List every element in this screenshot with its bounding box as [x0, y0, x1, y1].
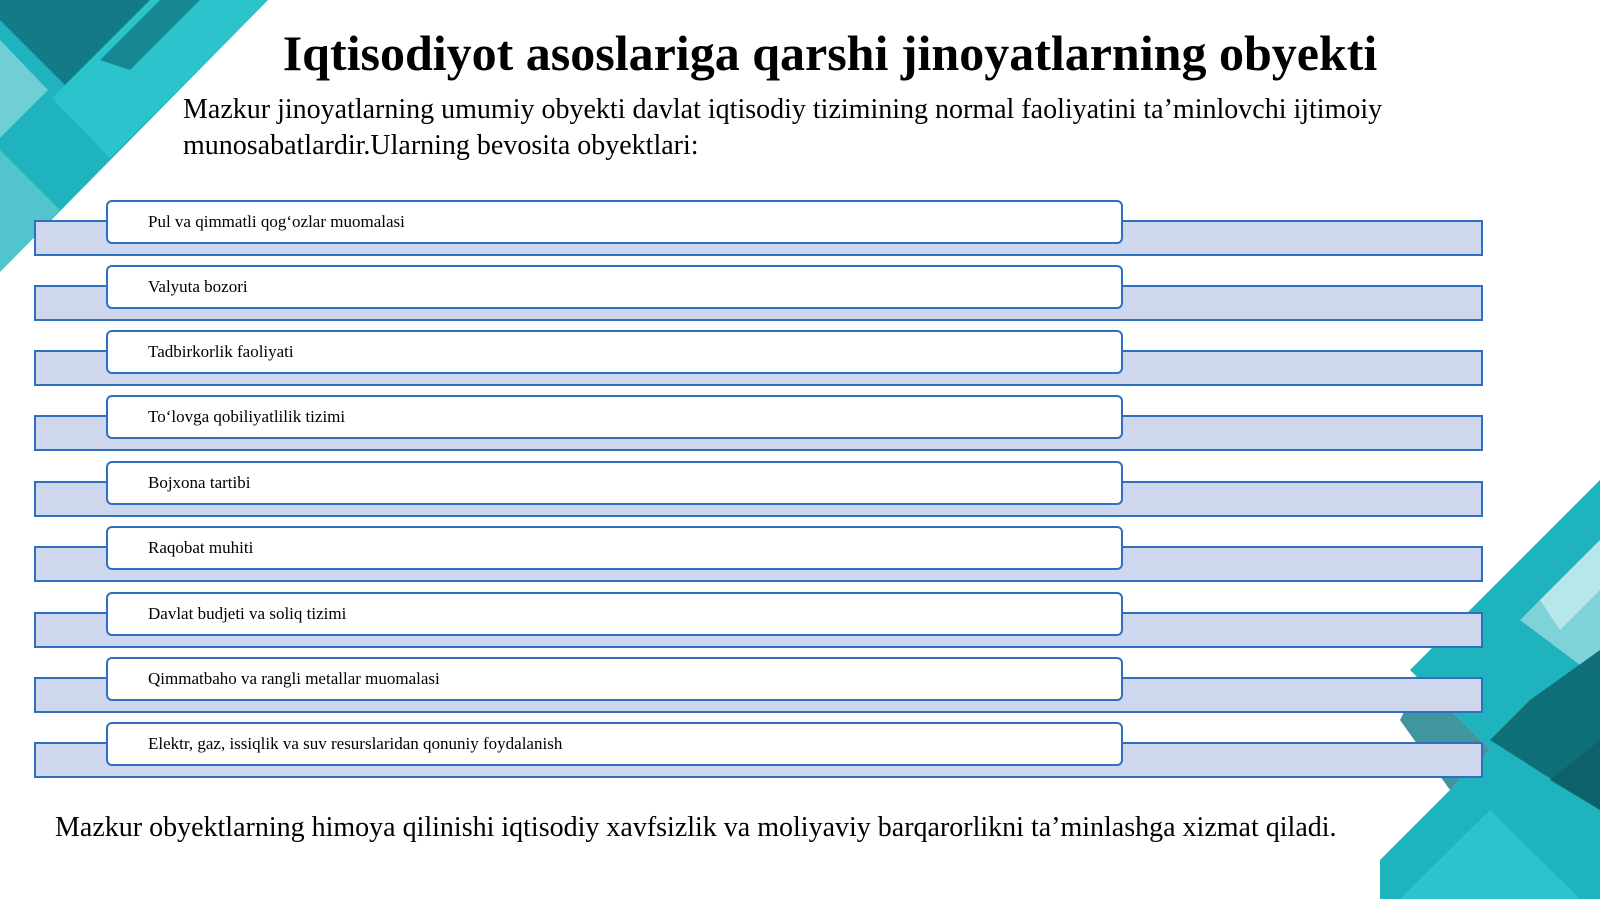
- list-item-card: [106, 265, 1123, 309]
- list-item: [0, 265, 1600, 337]
- list-item-card: [106, 526, 1123, 570]
- list-item-label: To‘lovga qobiliyatlilik tizimi: [148, 407, 346, 426]
- list-item-label: Pul va qimmatli qog‘ozlar muomalasi: [148, 212, 405, 231]
- list-item-card: [106, 722, 1123, 766]
- list-item-card: [106, 461, 1123, 505]
- list-item: [0, 592, 1600, 664]
- list-item: [0, 722, 1600, 794]
- list-item-card: [106, 592, 1123, 636]
- list-item: [0, 657, 1600, 729]
- list-item: [0, 461, 1600, 533]
- list-item-label: Qimmatbaho va rangli metallar muomalasi: [148, 669, 440, 688]
- list-item: [0, 330, 1600, 402]
- list-item-label: Davlat budjeti va soliq tizimi: [148, 604, 347, 623]
- list-item-label: Valyuta bozori: [148, 277, 248, 296]
- list-item: [0, 526, 1600, 598]
- list-item-card: [106, 657, 1123, 701]
- list-item-label: Tadbirkorlik faoliyati: [148, 342, 294, 361]
- list-item-label: Bojxona tartibi: [148, 473, 251, 492]
- list-item-card: [106, 330, 1123, 374]
- list-item-label: Elektr, gaz, issiqlik va suv resurslaridan qonuniy foydalanish: [148, 734, 563, 753]
- slide-title: Iqtisodiyot asoslariga qarshi jinoyatlarning obyekti: [282, 25, 1378, 81]
- summary-paragraph: Mazkur obyektlarning himoya qilinishi iqtisodiy xavfsizlik va moliyaviy barqarorlikni ta’minlashga xizmat qiladi.: [55, 812, 1337, 843]
- list-item: [0, 200, 1600, 272]
- list-item-card: [106, 200, 1123, 244]
- list-item-card: [106, 395, 1123, 439]
- intro-paragraph: Mazkur jinoyatlarning umumiy obyekti davlat iqtisodiy tizimining normal faoliyatini ta’minlovchi ijtimoiy munosabatlardir.Ularning bevosita obyektlari:: [183, 94, 1383, 161]
- list-item: [0, 395, 1600, 467]
- list-item-label: Raqobat muhiti: [148, 538, 254, 557]
